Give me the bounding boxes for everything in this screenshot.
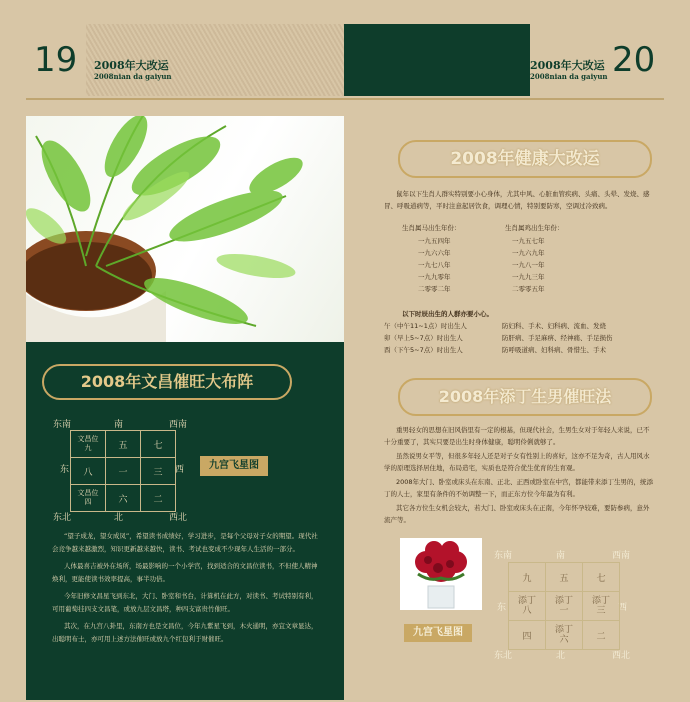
horse-year: 二零零二年 [418, 285, 451, 293]
horse-year: 一九五四年 [418, 237, 451, 245]
left-body [52, 530, 322, 646]
dir-southwest: 西南 [169, 420, 188, 430]
hours-row: 卯（早上5~7点）时出生人 防肝病、手足麻痹、经神痛、手足损伤 [384, 334, 613, 342]
horse-year: 一九九零年 [418, 273, 451, 281]
wenchang-banner-title: 2008年文昌催旺大布阵 [80, 372, 254, 391]
horse-year: 一九七八年 [418, 261, 451, 269]
grid-cell: 七 [583, 563, 620, 592]
rooster-year: 一九五七年 [512, 237, 545, 245]
left-paragraph: 今年旧修文昌星飞到东北，大门、卧室和书台，计算机在此方，对读书、考试特别有利，可用葡萄挂四支文昌笔，或放九层文昌塔，种四支富贵竹催旺。 [52, 592, 318, 613]
grid-cell: 二 [141, 485, 176, 512]
grid-cell: 四 [509, 621, 546, 650]
horse-year: 一九六六年 [418, 249, 451, 257]
dir-west: 西 [175, 465, 185, 475]
rdir-south: 南 [556, 551, 566, 561]
grid-cell: 九 [509, 563, 546, 592]
grid-cell: 文昌位 九 [71, 431, 106, 458]
son-banner-title: 2008年添丁生男催旺法 [438, 387, 612, 406]
rooster-header: 生肖属鸡出生年份： [505, 224, 564, 232]
hours-header: 以下时辰出生的人群亦要小心。 [402, 310, 493, 318]
left-paragraph: 其次，在九宫八卦里，东南方也是文昌位，今年九紫星飞到，木火通明，亦宜文章显达，出聪明布士，亦可用上述方法催旺或放九个红包利于财催旺。 [52, 622, 318, 643]
grid-cell: 添丁 一 [546, 592, 583, 621]
rooster-years [512, 235, 545, 295]
flower-photo [400, 538, 482, 610]
grid-cell: 五 [106, 431, 141, 458]
rdir-east: 东 [497, 603, 507, 613]
rooster-year: 一九八一年 [512, 261, 545, 269]
wenchang-banner [42, 364, 292, 400]
header-title-left: 2008年大改运 [94, 59, 169, 72]
hours-row: 午（中午11~1点）时出生人 防妇科、手术、妇科病、流血、发烧 [384, 322, 606, 330]
grid-cell: 文昌位 四 [71, 485, 106, 512]
health-banner-title: 2008年健康大改运 [450, 149, 600, 169]
grid-cell: 添丁 六 [546, 621, 583, 650]
rdir-northwest: 西北 [612, 651, 631, 661]
grid-cell: 添丁 三 [583, 592, 620, 621]
rooster-year: 一九九三年 [512, 273, 545, 281]
son-banner [398, 378, 652, 416]
header-title-right: 2008年大改运 [530, 59, 605, 72]
dir-southeast: 东南 [53, 420, 72, 430]
grid-cell: 三 [141, 458, 176, 485]
fern-photo [26, 116, 344, 342]
grid-cell: 一 [106, 458, 141, 485]
rdir-west: 西 [618, 603, 628, 613]
grid-cell: 五 [546, 563, 583, 592]
rooster-year: 二零零五年 [512, 285, 545, 293]
son-paragraph: 2008年大门、卧室或床头在东南、正北、正西或卧室在中宫，都能带来添丁生男的，统添丁的人士，家里有条件的不妨调整一下，而正东方位今年最为有利。 [384, 478, 654, 498]
hours-list [384, 320, 654, 356]
header-subtitle-left: 2008nian da gaiyun [94, 72, 172, 81]
left-star-grid [70, 430, 176, 512]
rdir-northeast: 东北 [494, 651, 513, 661]
header-subtitle-right: 2008nian da gaiyun [530, 72, 608, 81]
grid-cell: 六 [106, 485, 141, 512]
grid-cell: 七 [141, 431, 176, 458]
page-number-right: 20 [612, 40, 656, 80]
rdir-southeast: 东南 [494, 551, 513, 561]
rdir-north: 北 [556, 651, 566, 661]
dir-north: 北 [114, 513, 124, 523]
dir-south: 南 [114, 420, 124, 430]
health-intro: 鼠年以下生肖人群实特别要小心身体，尤其中风、心脏血管疾病、头痛、头晕、发烧、感冒、呼吸道病等，平时注意起居饮食，调理心情，特别要防寒，空调过冷致病。 [384, 190, 650, 210]
son-paragraph: 其它各方位生女机会较大，若大门、卧室或床头在正南，今年怀孕较难，要防参病，意外流产等。 [384, 504, 650, 524]
horse-years [418, 235, 451, 295]
left-paragraph: 人体最喜吉被外在场所，场最影响的一个小学宫，找到适合的文昌位读书，不但使人精神焕利，更能使读书效率提高，事半功倍。 [52, 562, 318, 583]
header-divider [26, 98, 664, 100]
page-number-left: 19 [34, 40, 78, 80]
hours-row: 酉（下午5~7点）时出生人 防呼吸道病、妇科病、骨惜生、手术 [384, 346, 606, 354]
son-paragraph: 虽然说男女平等，但很多年轻人还是对子女有性别上的喜好，这亦不足为奇，古人用风水学的原理选择居住地，布局造宅，实质也是符合优生优育的生育观。 [384, 452, 650, 472]
horse-header: 生肖属马出生年份： [402, 224, 461, 232]
star-chart-label-left: 九宫飞星图 [200, 456, 268, 476]
health-banner [398, 140, 652, 178]
dir-northeast: 东北 [53, 513, 72, 523]
star-chart-label-right: 九宫飞星图 [404, 624, 472, 642]
rooster-year: 一九六九年 [512, 249, 545, 257]
dir-northwest: 西北 [169, 513, 188, 523]
grid-cell: 二 [583, 621, 620, 650]
left-paragraph: “望子成龙，望女成凤”，希望读书成绩好，学习进步，是每个父母对子女的期望。现代社会竞争越来越激烈，知识更新越来越快，读书、考试也变成不少现年人生活的一部分。 [52, 532, 318, 553]
grid-cell: 添丁 八 [509, 592, 546, 621]
right-star-grid [508, 562, 620, 650]
grid-cell: 八 [71, 458, 106, 485]
son-paragraph: 重男轻女的思想在旧风俗里有一定的根基，但现代社会，生男生女对于年轻人来说，已不十分重要了，其实只要是出生时身体健康，聪明伶俐就够了。 [384, 426, 650, 446]
son-body [384, 424, 654, 526]
dir-east: 东 [60, 465, 70, 475]
rdir-southwest: 西南 [612, 551, 631, 561]
